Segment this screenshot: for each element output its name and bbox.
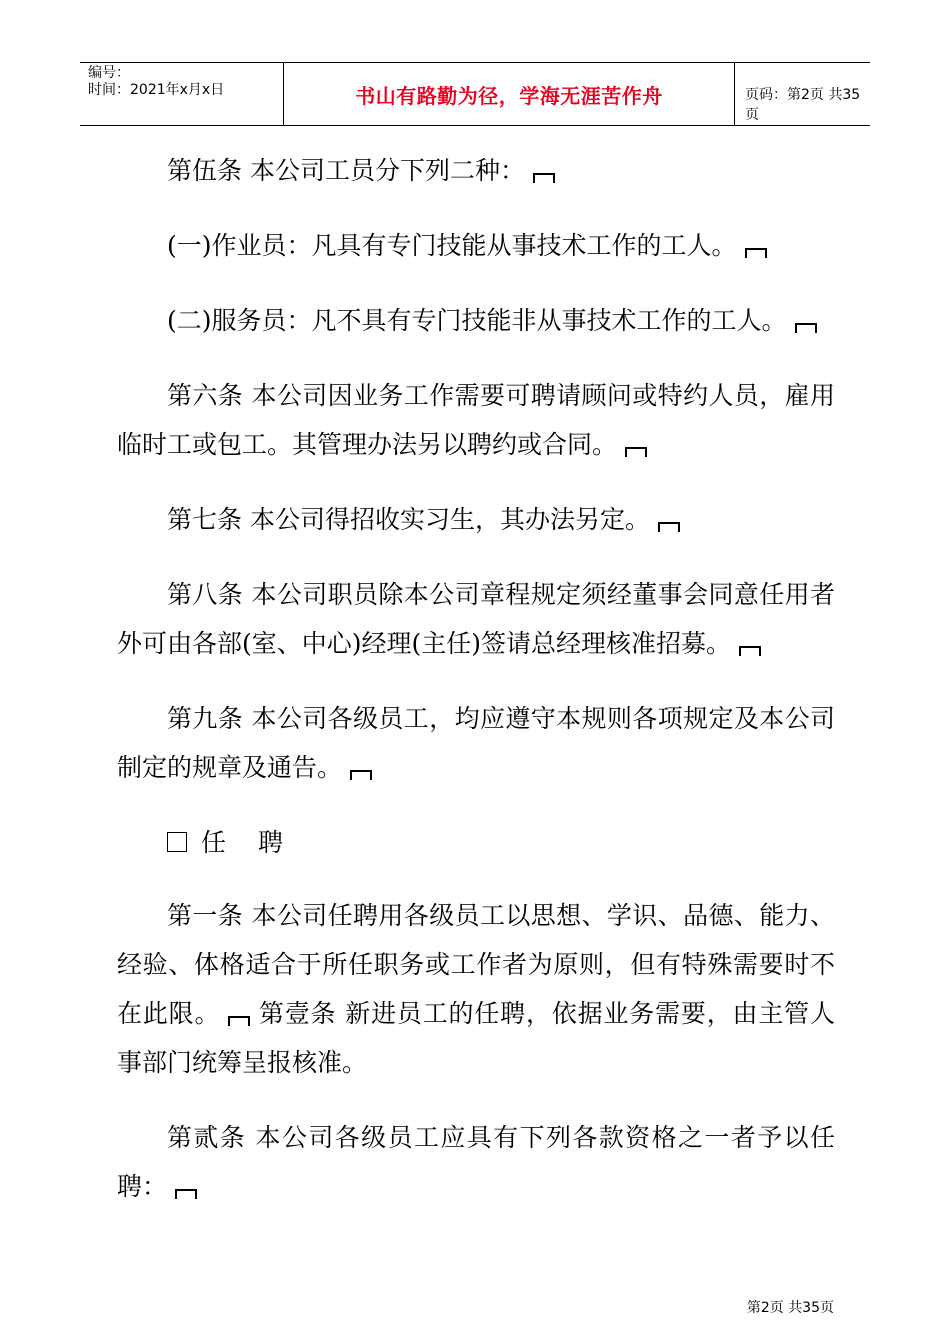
page-header (80, 62, 870, 126)
time-label: 时间：2021年x月x日 (88, 82, 225, 98)
page-footer: 第2页 共35页 (746, 1300, 834, 1316)
number-label: 编号： (88, 65, 130, 81)
paragraph (117, 570, 835, 668)
paragraph-text: (二)服务员：凡不具有专门技能非从事技术工作的工人。 (167, 306, 787, 335)
header-motto-cell (283, 63, 735, 125)
checkbox-square-icon (167, 832, 187, 852)
section-heading-text: 任 聘 (201, 828, 295, 857)
paragraph-text: (一)作业员：凡具有专门技能从事技术工作的工人。 (167, 231, 737, 260)
paragraph-mark-icon (745, 248, 767, 258)
paragraph-text: 第八条 本公司职员除本公司章程规定须经董事会同意任用者外可由各部(室、中心)经理(主任)签请总经理核准招募。 (117, 580, 835, 658)
paragraph-mark-icon (658, 522, 680, 532)
section-heading (117, 818, 835, 867)
paragraph-mark-icon (533, 173, 555, 183)
paragraph (117, 371, 835, 469)
paragraph (117, 891, 835, 1087)
paragraph-text: 第一条 本公司任聘用各级员工以思想、学识、品德、能力、经验、体格适合于所任职务或工作者为原则，但有特殊需要时不在此限。 (117, 901, 835, 1028)
paragraph-mark-icon (625, 447, 647, 457)
document-body (117, 146, 835, 1237)
paragraph-mark-icon (228, 1016, 250, 1026)
paragraph-text: 第九条 本公司各级员工，均应遵守本规则各项规定及本公司制定的规章及通告。 (117, 704, 835, 782)
paragraph-text: 第贰条 本公司各级员工应具有下列各款资格之一者予以任聘： (117, 1123, 835, 1201)
paragraph (117, 146, 835, 195)
paragraph-mark-icon (350, 770, 372, 780)
paragraph (117, 694, 835, 792)
paragraph-text: 第伍条 本公司工员分下列二种： (167, 156, 525, 185)
header-page-label: 页码：第2页 共35页 (745, 87, 861, 123)
paragraph-text: 第壹条 新进员工的任聘，依据业务需要，由主管人事部门统筹呈报核准。 (117, 999, 835, 1077)
paragraph-mark-icon (795, 323, 817, 333)
paragraph-text: 第六条 本公司因业务工作需要可聘请顾问或特约人员，雇用临时工或包工。其管理办法另以聘约或合同。 (117, 381, 835, 459)
header-meta (88, 65, 284, 99)
paragraph-mark-icon (175, 1189, 197, 1199)
paragraph-mark-icon (739, 646, 761, 656)
paragraph (117, 221, 835, 270)
motto: 书山有路勤为径，学海无涯苦作舟 (355, 83, 663, 108)
paragraph (117, 495, 835, 544)
paragraph-text: 第七条 本公司得招收实习生，其办法另定。 (167, 505, 650, 534)
paragraph (117, 1113, 835, 1211)
paragraph (117, 296, 835, 345)
